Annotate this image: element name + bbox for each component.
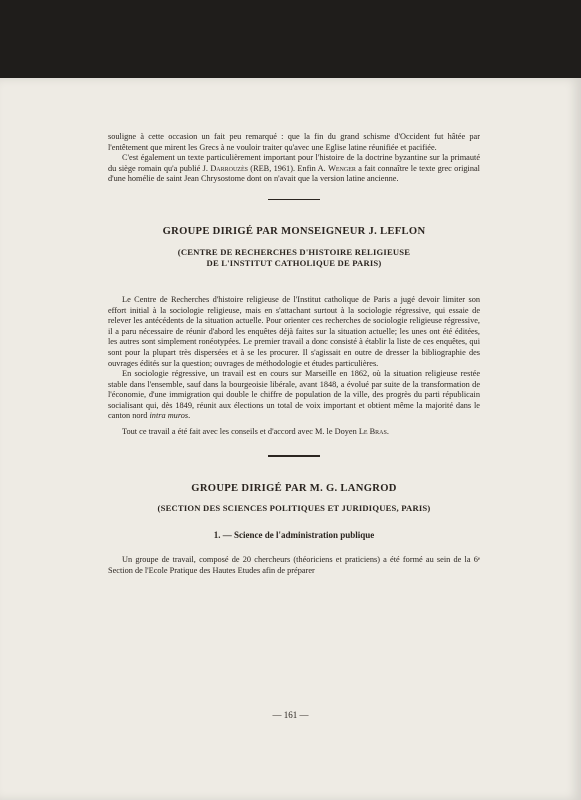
- page-content: [108, 132, 480, 577]
- intro-paragraph-2: C'est également un texte particulièrement important pour l'histoire de la doctrine byzantine sur la primauté du siège romain qu'a publié J. Darrouzès (REB, 1961). Enfin A. Wenger a fait connaître le texte grec original d'une homélie de saint Jean Chrysostome dont on n'avait que la version latine ancienne.: [108, 153, 480, 184]
- page-number: — 161 —: [272, 710, 309, 720]
- section-title: GROUPE DIRIGÉ PAR M. G. LANGROD: [191, 482, 397, 494]
- section1-paragraph-2: En sociologie régressive, un travail est en cours sur Marseille en 1862, où la situation religieuse restée stable dans l'ensemble, sauf dans la bourgeoisie libérale, avant 1848, a évolué par suite de la transformation de l'économie, d'une immigration qui double le chiffre de population de la ville, des progrès du parti républicain socialisant qui, dès 1849, réunit aux élections un total de voix important et obtient même la majorité dans le canton nord intra muros.: [108, 369, 480, 421]
- section2-paragraph-1: Un groupe de travail, composé de 20 chercheurs (théoriciens et praticiens) a été formé au sein de la 6ᵉ Section de l'Ecole Pratique des Hautes Etudes afin de préparer: [108, 554, 480, 576]
- author-name: Le Bras: [358, 426, 387, 436]
- author-name: Darrouzès: [210, 163, 248, 173]
- section1-paragraph-3: Tout ce travail a été fait avec les conseils et d'accord avec M. le Doyen Le Bras.: [122, 426, 389, 436]
- section-divider: [268, 199, 320, 201]
- intro-paragraph-1: souligne à cette occasion un fait peu remarqué : que la fin du grand schisme d'Occident fut hâtée par l'entêtement que mirent les Grecs à ne vouloir traiter qu'avec une Eglise latine réunifiée et pacifiée.: [108, 132, 480, 152]
- subsection-heading: 1. — Science de l'administration publique: [213, 529, 375, 540]
- section1-paragraph-1: Le Centre de Recherches d'histoire religieuse de l'Institut catholique de Paris a jugé devoir limiter son effort initial à la sociologie religieuse, mais en s'attachant surtout à la sociologie régressive, qui essaie de relever les antécédents de la situation actuelle. Pour orienter ces recherches de sociologie religieuse régressive, il a paru nécessaire de réunir d'abord les enquêtes déjà faites sur la situation actuelle; les unes ont été éditées, les autres sont simplement ronéotypées. Le premier travail a donc consisté à établir la liste de ces enquêtes, qui sont pour la plupart très dispersées et à se les procurer. Il s'agissait en outre de dresser la bibliographie des ouvrages édités sur la question; ouvrages de méthodologie et études particulières.: [108, 295, 480, 368]
- document-page: [0, 78, 581, 800]
- section-subtitle: (SECTION DES SCIENCES POLITIQUES ET JURIDIQUES, PARIS): [157, 502, 431, 513]
- section-title: GROUPE DIRIGÉ PAR MONSEIGNEUR J. LEFLON: [162, 226, 426, 238]
- author-name: Wenger: [328, 163, 356, 173]
- scan-background-top: [0, 0, 581, 78]
- section-subtitle: (CENTRE DE RECHERCHES D'HISTOIRE RELIGIEUSE DE L'INSTITUT CATHOLIQUE DE PARIS): [177, 247, 411, 269]
- section-divider: [268, 455, 320, 457]
